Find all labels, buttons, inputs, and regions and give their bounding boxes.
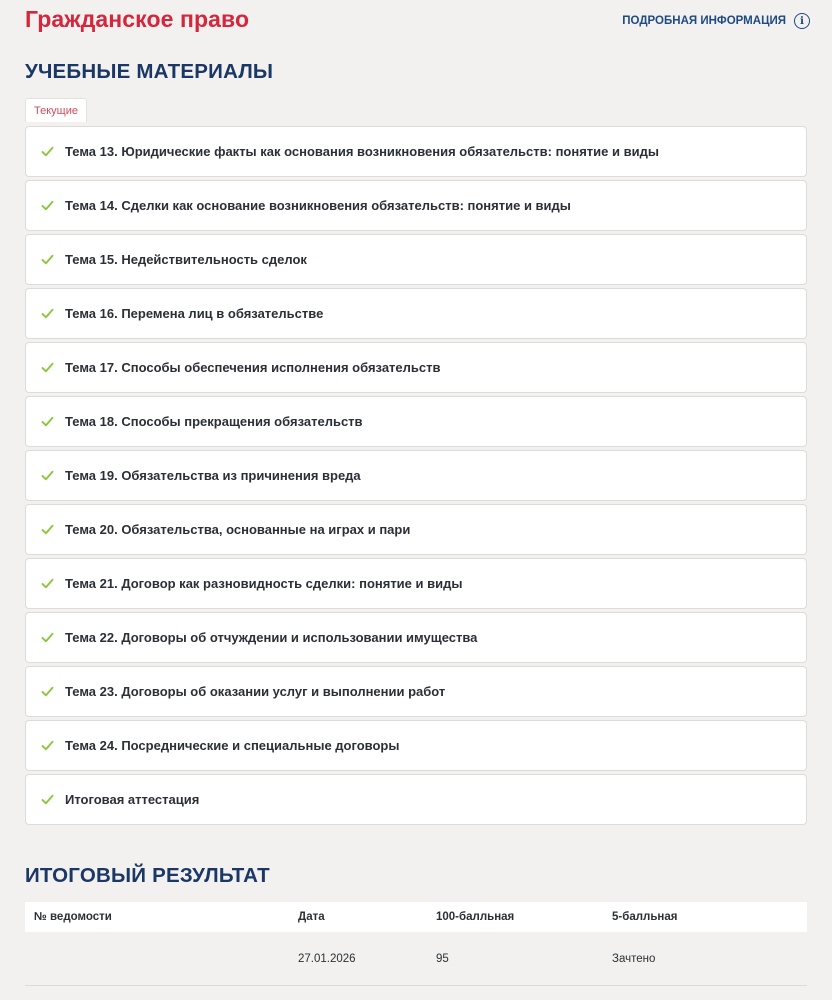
topic-item[interactable] bbox=[25, 342, 807, 393]
result-heading: ИТОГОВЫЙ РЕЗУЛЬТАТ bbox=[25, 864, 270, 887]
tab-current[interactable]: Текущие bbox=[25, 98, 87, 122]
check-icon bbox=[41, 253, 54, 266]
column-header: Дата bbox=[298, 911, 325, 923]
topic-item[interactable] bbox=[25, 558, 807, 609]
check-icon bbox=[41, 685, 54, 698]
topic-label: Итоговая аттестация bbox=[65, 792, 200, 807]
topic-item[interactable] bbox=[25, 180, 807, 231]
topic-item[interactable] bbox=[25, 234, 807, 285]
topic-label: Тема 16. Перемена лиц в обязательстве bbox=[65, 306, 324, 321]
topic-label: Тема 24. Посреднические и специальные договоры bbox=[65, 738, 400, 753]
topic-item[interactable] bbox=[25, 450, 807, 501]
check-icon bbox=[41, 361, 54, 374]
topic-item[interactable] bbox=[25, 288, 807, 339]
check-icon bbox=[41, 793, 54, 806]
result-table-body bbox=[25, 932, 807, 986]
column-header: № ведомости bbox=[34, 911, 112, 923]
check-icon bbox=[41, 631, 54, 644]
more-info-link[interactable] bbox=[622, 13, 810, 29]
topic-label: Тема 21. Договор как разновидность сделки: понятие и виды bbox=[65, 576, 463, 591]
result-table-header bbox=[25, 902, 807, 932]
topic-label: Тема 22. Договоры об отчуждении и использовании имущества bbox=[65, 630, 478, 645]
column-header: 5-балльная bbox=[612, 911, 678, 923]
topic-item[interactable] bbox=[25, 504, 807, 555]
page-header bbox=[25, 6, 810, 38]
result-table bbox=[25, 902, 807, 986]
topic-label: Тема 23. Договоры об оказании услуг и выполнении работ bbox=[65, 684, 446, 699]
materials-heading: УЧЕБНЫЕ МАТЕРИАЛЫ bbox=[25, 60, 274, 83]
column-header: 100-балльная bbox=[436, 911, 515, 923]
topic-label: Тема 13. Юридические факты как основания возникновения обязательств: понятие и виды bbox=[65, 144, 659, 159]
topic-item[interactable] bbox=[25, 612, 807, 663]
topic-label: Тема 17. Способы обеспечения исполнения обязательств bbox=[65, 360, 441, 375]
topic-label: Тема 15. Недействительность сделок bbox=[65, 252, 307, 267]
topic-label: Тема 19. Обязательства из причинения вреда bbox=[65, 468, 361, 483]
topic-label: Тема 20. Обязательства, основанные на играх и пари bbox=[65, 522, 411, 537]
course-title: Гражданское право bbox=[25, 6, 250, 32]
info-icon[interactable]: i bbox=[794, 13, 810, 29]
topic-item[interactable] bbox=[25, 720, 807, 771]
check-icon bbox=[41, 199, 54, 212]
topic-list bbox=[25, 126, 807, 828]
check-icon bbox=[41, 307, 54, 320]
topic-item[interactable] bbox=[25, 666, 807, 717]
topic-label: Тема 14. Сделки как основание возникновения обязательств: понятие и виды bbox=[65, 198, 571, 213]
check-icon bbox=[41, 145, 54, 158]
check-icon bbox=[41, 523, 54, 536]
table-cell: 27.01.2026 bbox=[298, 952, 356, 965]
topic-label: Тема 18. Способы прекращения обязательств bbox=[65, 414, 363, 429]
table-cell: Зачтено bbox=[612, 952, 656, 965]
table-cell: 95 bbox=[436, 952, 449, 965]
topic-item[interactable] bbox=[25, 774, 807, 825]
check-icon bbox=[41, 577, 54, 590]
topic-item[interactable] bbox=[25, 396, 807, 447]
table-row bbox=[25, 932, 807, 986]
check-icon bbox=[41, 739, 54, 752]
topic-item[interactable] bbox=[25, 126, 807, 177]
more-info-label: ПОДРОБНАЯ ИНФОРМАЦИЯ bbox=[622, 15, 786, 27]
check-icon bbox=[41, 469, 54, 482]
check-icon bbox=[41, 415, 54, 428]
